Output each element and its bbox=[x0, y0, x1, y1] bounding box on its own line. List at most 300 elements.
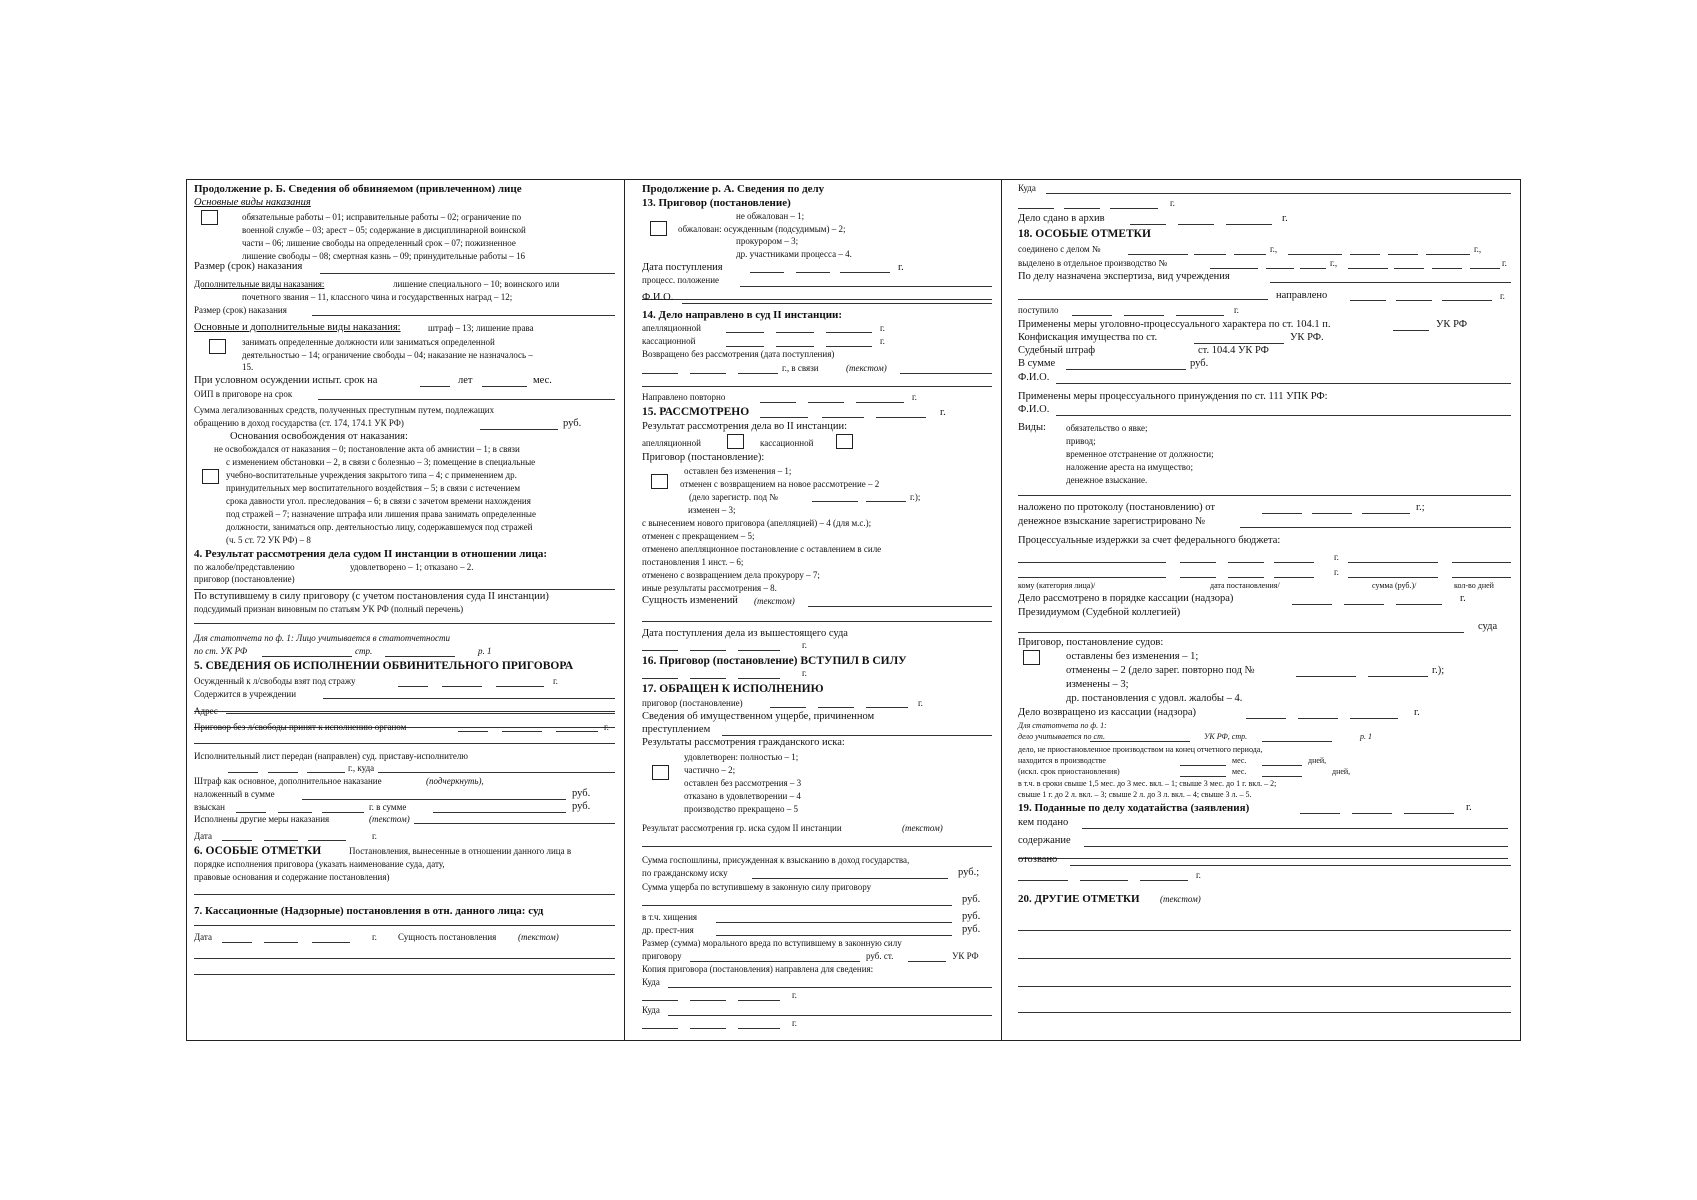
kuda-label: Куда bbox=[642, 1005, 660, 1015]
year-suffix: г. bbox=[1414, 707, 1420, 718]
date-field[interactable] bbox=[1194, 254, 1226, 255]
section-20-note: (текстом) bbox=[1160, 894, 1201, 904]
date-field[interactable] bbox=[1470, 268, 1500, 269]
middle-title: Продолжение р. А. Сведения по делу bbox=[642, 183, 825, 195]
stat-note: по ст. УК РФ bbox=[194, 646, 248, 656]
year-suffix: г. bbox=[1466, 802, 1472, 813]
other-crime-field[interactable] bbox=[716, 935, 952, 936]
date-field[interactable] bbox=[738, 1028, 780, 1029]
date-field[interactable] bbox=[1140, 880, 1188, 881]
measures-label: УК РФ bbox=[1436, 319, 1468, 330]
costs-field[interactable] bbox=[1018, 562, 1166, 563]
date-field[interactable] bbox=[1350, 254, 1380, 255]
date-field[interactable] bbox=[268, 772, 298, 773]
date-field[interactable] bbox=[458, 731, 488, 732]
reason-field[interactable] bbox=[900, 373, 992, 374]
date-field[interactable] bbox=[398, 686, 428, 687]
institution-field[interactable] bbox=[323, 698, 615, 699]
section-6-text: Постановления, вынесенные в отношении данного лица в bbox=[349, 846, 572, 856]
date-field[interactable] bbox=[1292, 604, 1332, 605]
joined-label: соединено с делом № bbox=[1018, 244, 1101, 254]
section-7-field[interactable] bbox=[194, 974, 615, 975]
verdict-item: отменены – 2 (дело зарег. повторно под № bbox=[1066, 665, 1255, 676]
expert-field[interactable] bbox=[1270, 282, 1511, 283]
duty-field[interactable] bbox=[752, 878, 948, 879]
section-14-text: Возвращено без рассмотрения (дата поступления) bbox=[642, 349, 835, 359]
date-field[interactable] bbox=[690, 678, 726, 679]
verdict-checkbox[interactable] bbox=[1023, 650, 1040, 665]
date-field[interactable] bbox=[760, 417, 808, 418]
main-add-heading: Основные и дополнительные виды наказания: bbox=[194, 322, 401, 333]
moral-label: УК РФ bbox=[952, 951, 979, 961]
basic-kinds-checkbox[interactable] bbox=[201, 210, 218, 225]
date-field[interactable] bbox=[1262, 513, 1302, 514]
date-field[interactable] bbox=[866, 707, 908, 708]
date-field[interactable] bbox=[312, 942, 350, 943]
rub-unit: руб. bbox=[572, 801, 591, 812]
date-field[interactable] bbox=[642, 650, 678, 651]
date-field[interactable] bbox=[738, 650, 780, 651]
date-field[interactable] bbox=[1432, 268, 1462, 269]
date-field[interactable] bbox=[808, 402, 844, 403]
fio-label: Ф.И.О. bbox=[1018, 372, 1050, 383]
verdict-item: изменены – 3; bbox=[1066, 679, 1129, 690]
stat-line-field[interactable] bbox=[385, 656, 455, 657]
case-number-field[interactable] bbox=[866, 501, 906, 502]
fine-label: Исполнены другие меры наказания bbox=[194, 814, 330, 824]
case-number-field[interactable] bbox=[1210, 268, 1258, 269]
section-15-text: (дело зарегистр. под № bbox=[689, 492, 778, 502]
organ-field[interactable] bbox=[194, 743, 615, 744]
date-field[interactable] bbox=[1388, 254, 1418, 255]
case-number-field[interactable] bbox=[1288, 254, 1342, 255]
date-field[interactable] bbox=[1312, 513, 1352, 514]
fio-label: Ф.И.О. bbox=[1018, 404, 1050, 415]
term-field[interactable] bbox=[320, 273, 615, 274]
section-13-checkbox[interactable] bbox=[650, 221, 667, 236]
date-field[interactable] bbox=[1266, 268, 1294, 269]
date-field[interactable] bbox=[236, 812, 266, 813]
section-4-text: по жалобе/представлению bbox=[194, 562, 295, 572]
release-text: срока давности угол. преследования – 6; в связи с зачетом времени нахождения bbox=[226, 496, 531, 506]
date-field[interactable] bbox=[1394, 268, 1424, 269]
section-13-text: прокурором – 3; bbox=[736, 236, 799, 246]
add-kinds-text: лишение специального – 10; воинского или bbox=[393, 279, 560, 289]
stat-article-field[interactable] bbox=[1090, 741, 1190, 742]
legal-label: обращению в доход государства (ст. 174, 174.1 УК РФ) bbox=[194, 418, 404, 428]
date-field[interactable] bbox=[822, 417, 864, 418]
release-heading: Основания освобождения от наказания: bbox=[230, 431, 408, 442]
date-field[interactable] bbox=[1396, 604, 1442, 605]
days-field[interactable] bbox=[1262, 776, 1302, 777]
date-field[interactable] bbox=[840, 272, 890, 273]
section-15-text: Результат рассмотрения дела во II инстанции: bbox=[642, 421, 848, 432]
verdict-item: оставлены без изменения – 1; bbox=[1066, 651, 1199, 662]
costs-field[interactable] bbox=[1452, 562, 1511, 563]
verdict-item: др. постановления с удовл. жалобы – 4. bbox=[1066, 693, 1243, 704]
date-field[interactable] bbox=[738, 1000, 780, 1001]
essence-label: Сущность постановления bbox=[398, 932, 497, 942]
date-field[interactable] bbox=[1178, 224, 1214, 225]
date-field[interactable] bbox=[1176, 315, 1224, 316]
section-5-text: Осужденный к л/свободы взят под стражу bbox=[194, 676, 356, 686]
date-field[interactable] bbox=[690, 373, 726, 374]
release-text: принудительных мер воспитательного воздействия – 5; в связи с истечением bbox=[226, 483, 521, 493]
date-field[interactable] bbox=[1426, 254, 1470, 255]
content-label: содержание bbox=[1018, 835, 1071, 846]
date-field[interactable] bbox=[1442, 300, 1492, 301]
days-field[interactable] bbox=[1262, 765, 1302, 766]
content-field[interactable] bbox=[1084, 846, 1508, 847]
date-field[interactable] bbox=[264, 942, 298, 943]
appeal-checkbox[interactable] bbox=[727, 434, 744, 449]
oip-field[interactable] bbox=[318, 399, 615, 400]
kinds-item: временное отстранение от должности; bbox=[1066, 449, 1214, 459]
costs-field[interactable] bbox=[1180, 577, 1216, 578]
costs-field[interactable] bbox=[1228, 577, 1264, 578]
date-field[interactable] bbox=[1124, 315, 1164, 316]
date-field[interactable] bbox=[690, 1000, 726, 1001]
main-add-text: 15. bbox=[242, 362, 254, 372]
year-suffix: г. bbox=[1234, 305, 1239, 315]
costs-field[interactable] bbox=[1348, 562, 1438, 563]
theft-field[interactable] bbox=[716, 922, 952, 923]
court-field[interactable] bbox=[1018, 632, 1464, 633]
legal-sum-field[interactable] bbox=[480, 429, 558, 430]
section-17-text: преступлением bbox=[642, 724, 711, 735]
section-15-text: постановления 1 инст. – 6; bbox=[642, 557, 744, 567]
claim-result-checkbox[interactable] bbox=[652, 765, 669, 780]
date-field[interactable] bbox=[726, 332, 764, 333]
date-field[interactable] bbox=[876, 417, 926, 418]
section-6-field[interactable] bbox=[194, 894, 615, 895]
date-field[interactable] bbox=[228, 772, 258, 773]
year-suffix: г. bbox=[880, 323, 885, 333]
date-field[interactable] bbox=[796, 272, 830, 273]
date-field[interactable] bbox=[1064, 208, 1100, 209]
costs-field[interactable] bbox=[1228, 562, 1264, 563]
money-label: денежное взыскание зарегистрировано № bbox=[1018, 516, 1206, 527]
date-field[interactable] bbox=[1110, 208, 1158, 209]
date-field[interactable] bbox=[1226, 224, 1272, 225]
court-suffix: суда bbox=[1478, 621, 1498, 632]
section-14-note: (текстом) bbox=[846, 363, 887, 373]
rub-unit: руб. bbox=[962, 924, 981, 935]
section-7-field[interactable] bbox=[194, 958, 615, 959]
confisc-label: УК РФ. bbox=[1290, 332, 1324, 343]
basic-kinds-heading: Основные виды наказания bbox=[194, 197, 311, 208]
date-field[interactable] bbox=[826, 332, 872, 333]
section-13-text: др. участниками процесса – 4. bbox=[736, 249, 852, 259]
date-field[interactable] bbox=[1130, 224, 1166, 225]
section-14-text: г., в связи bbox=[782, 363, 819, 373]
date-field[interactable] bbox=[1350, 300, 1386, 301]
content-field[interactable] bbox=[1018, 858, 1508, 859]
kuda-field[interactable] bbox=[668, 987, 992, 988]
date-field[interactable] bbox=[1080, 880, 1128, 881]
verdict-label: Приговор, постановление судов: bbox=[1018, 637, 1164, 648]
section-4-text: По вступившему в силу приговору (с учетом постановления суда II инстанции) bbox=[194, 591, 549, 602]
date-field[interactable] bbox=[818, 707, 854, 708]
kinds-field[interactable] bbox=[1018, 495, 1511, 496]
received-label: Дата поступления bbox=[642, 262, 723, 273]
case-number-field[interactable] bbox=[1368, 676, 1428, 677]
measures-label: Применены меры уголовно-процессуального характера по ст. 104.1 п. bbox=[1018, 319, 1331, 330]
sent-label: направлено bbox=[1276, 290, 1328, 301]
section-15-text: отменен с прекращением – 5; bbox=[642, 531, 755, 541]
higher-court-label: Дата поступления дела из вышестоящего суда bbox=[642, 628, 848, 639]
date-field[interactable] bbox=[726, 346, 764, 347]
date-field[interactable] bbox=[1246, 718, 1286, 719]
column-divider-left bbox=[624, 179, 625, 1041]
expert-field[interactable] bbox=[1018, 299, 1268, 300]
changes-field[interactable] bbox=[808, 606, 992, 607]
moral-field[interactable] bbox=[690, 961, 860, 962]
confisc-field[interactable] bbox=[1194, 343, 1284, 344]
date-field[interactable] bbox=[1300, 268, 1326, 269]
section-4-field[interactable] bbox=[194, 623, 615, 624]
section-15-text: Сущность изменений bbox=[642, 595, 738, 606]
damage-field[interactable] bbox=[642, 905, 952, 906]
date-field[interactable] bbox=[502, 731, 542, 732]
moral-label: руб. ст. bbox=[866, 951, 894, 961]
year-suffix: г. bbox=[372, 932, 377, 942]
costs-field[interactable] bbox=[1274, 562, 1314, 563]
stat-article-field[interactable] bbox=[262, 656, 352, 657]
section-13-text: не обжалован – 1; bbox=[736, 211, 805, 221]
date-field[interactable] bbox=[1352, 813, 1392, 814]
year-suffix: г. bbox=[792, 1018, 797, 1028]
release-text: должности, заниматься опр. деятельностью лицу, содержавшемуся под стражей bbox=[226, 522, 533, 532]
case-number-field[interactable] bbox=[812, 501, 858, 502]
money-field[interactable] bbox=[1240, 527, 1511, 528]
date-field[interactable] bbox=[1344, 604, 1384, 605]
date-field[interactable] bbox=[264, 840, 298, 841]
section-4-field[interactable] bbox=[194, 589, 615, 590]
changes-field[interactable] bbox=[642, 621, 992, 622]
section-17-text: Сведения об имущественном ущербе, причиненном bbox=[642, 711, 875, 722]
stat-line-field[interactable] bbox=[1262, 741, 1332, 742]
fio-field[interactable] bbox=[1056, 383, 1511, 384]
section-4-text: подсудимый признан виновным по статьям УК РФ (полный перечень) bbox=[194, 604, 464, 614]
date-field[interactable] bbox=[690, 650, 726, 651]
costs-field[interactable] bbox=[1452, 577, 1511, 578]
other-measures-field[interactable] bbox=[414, 823, 615, 824]
year-suffix: г., bbox=[1270, 244, 1278, 254]
section-15-text: апелляционной bbox=[642, 438, 701, 448]
date-field[interactable] bbox=[278, 812, 312, 813]
institution-field[interactable] bbox=[194, 711, 615, 712]
pending-note: мес. bbox=[1232, 767, 1247, 776]
section-17-text: производство прекращено – 5 bbox=[684, 804, 798, 814]
rub-unit: руб. bbox=[572, 788, 591, 799]
stat-note: стр. bbox=[355, 646, 373, 656]
costs-field[interactable] bbox=[1180, 562, 1216, 563]
date-field[interactable] bbox=[856, 402, 904, 403]
release-checkbox[interactable] bbox=[202, 469, 219, 484]
date-field[interactable] bbox=[826, 346, 872, 347]
date-field[interactable] bbox=[738, 373, 778, 374]
result-checkbox[interactable] bbox=[651, 474, 668, 489]
date-field[interactable] bbox=[442, 686, 482, 687]
date-field[interactable] bbox=[1350, 718, 1398, 719]
kuda-field[interactable] bbox=[378, 772, 615, 773]
date-field[interactable] bbox=[760, 402, 796, 403]
section-14-title: 14. Дело направлено в суд II инстанции: bbox=[642, 309, 843, 321]
date-field[interactable] bbox=[1300, 813, 1340, 814]
probation-years-field[interactable] bbox=[420, 386, 450, 387]
who-field[interactable] bbox=[1082, 828, 1508, 829]
date-field[interactable] bbox=[1234, 254, 1266, 255]
address-field[interactable] bbox=[226, 713, 615, 714]
date-field[interactable] bbox=[496, 686, 544, 687]
year-suffix: г. bbox=[940, 407, 946, 418]
rub-unit: руб. bbox=[1190, 358, 1209, 369]
reason-field[interactable] bbox=[642, 386, 992, 387]
pending-note: находится в производстве bbox=[1018, 756, 1106, 765]
section-15-text: оставлен без изменения – 1; bbox=[684, 466, 792, 476]
rub-unit: руб. bbox=[563, 418, 582, 429]
damage-label: Сумма ущерба по вступившему в законную силу приговору bbox=[642, 882, 872, 892]
essence-label-note: (текстом) bbox=[518, 932, 559, 942]
date-field[interactable] bbox=[556, 731, 598, 732]
section-15-text: г.); bbox=[910, 492, 921, 502]
date-field[interactable] bbox=[308, 840, 346, 841]
section-5-text: Приговор без л/свободы принят к исполнению органом bbox=[194, 722, 407, 732]
copy-label: Копия приговора (постановления) направлена для сведения: bbox=[642, 964, 874, 974]
proc-field[interactable] bbox=[740, 286, 992, 287]
kuda-label: Куда bbox=[642, 977, 660, 987]
date-field[interactable] bbox=[1018, 880, 1068, 881]
date-field[interactable] bbox=[1362, 513, 1410, 514]
date-field[interactable] bbox=[750, 272, 784, 273]
fio-field[interactable] bbox=[682, 303, 992, 304]
oip-label: ОИП в приговоре на срок bbox=[194, 389, 293, 399]
recalled-field[interactable] bbox=[1070, 865, 1511, 866]
date-field[interactable] bbox=[1298, 718, 1338, 719]
other-notes-field[interactable] bbox=[1018, 986, 1511, 987]
date-field[interactable] bbox=[322, 812, 364, 813]
costs-column-header: дата постановления/ bbox=[1210, 581, 1280, 590]
case-number-field[interactable] bbox=[1128, 254, 1188, 255]
probation-months-unit: мес. bbox=[533, 375, 552, 386]
section-7-title: 7. Кассационные (Надзорные) постановления в отн. данного лица: суд bbox=[194, 905, 544, 917]
cassation-checkbox[interactable] bbox=[836, 434, 853, 449]
stat-note: Для статотчета по ф. 1: bbox=[1018, 721, 1107, 730]
section-15-text: отменено апелляционное постановление с оставлением в силе bbox=[642, 544, 882, 554]
months-field[interactable] bbox=[1180, 765, 1226, 766]
date-field[interactable] bbox=[690, 1028, 726, 1029]
case-number-field[interactable] bbox=[1348, 268, 1388, 269]
basic-kinds-text: части – 06; лишение свободы на определенный срок – 07; пожизненное bbox=[242, 238, 516, 248]
kuda-field[interactable] bbox=[668, 1015, 992, 1016]
section-14-text: апелляционной bbox=[642, 323, 701, 333]
date-field[interactable] bbox=[1018, 208, 1054, 209]
fine-sum-field[interactable] bbox=[433, 812, 566, 813]
kuda-label: Куда bbox=[1018, 183, 1036, 193]
date-field[interactable] bbox=[222, 942, 252, 943]
other-crime-label: др. прест-ния bbox=[642, 925, 694, 935]
measures-field[interactable] bbox=[1393, 330, 1429, 331]
year-suffix: г. bbox=[372, 831, 377, 841]
main-add-checkbox[interactable] bbox=[209, 339, 226, 354]
section-6-text: правовые основания и содержание постановления) bbox=[194, 872, 390, 882]
other-notes-field[interactable] bbox=[1018, 1012, 1511, 1013]
section-17-text: приговор (постановление) bbox=[642, 698, 743, 708]
costs-field[interactable] bbox=[1018, 577, 1166, 578]
date-field[interactable] bbox=[776, 332, 814, 333]
probation-months-field[interactable] bbox=[482, 386, 527, 387]
other-notes-field[interactable] bbox=[1018, 930, 1511, 931]
costs-field[interactable] bbox=[1348, 577, 1438, 578]
fio-field[interactable] bbox=[1056, 415, 1511, 416]
date-label: Дата bbox=[194, 831, 212, 841]
date-field[interactable] bbox=[1072, 315, 1112, 316]
duty-label: Сумма госпошлины, присужденная к взысканию в доход государства, bbox=[642, 855, 910, 865]
date-field[interactable] bbox=[642, 1028, 678, 1029]
again-label: Направлено повторно bbox=[642, 392, 726, 402]
moral-article-field[interactable] bbox=[908, 961, 946, 962]
fine-label: Штраф как основное, дополнительное наказание bbox=[194, 776, 382, 786]
protocol-label: наложено по протоколу (постановлению) от bbox=[1018, 502, 1215, 513]
main-add-text: деятельностью – 14; ограничение свободы – 04; наказание не назначалось – bbox=[242, 350, 533, 360]
date-field[interactable] bbox=[770, 707, 806, 708]
case-number-field[interactable] bbox=[1296, 676, 1356, 677]
damage-info-field[interactable] bbox=[722, 735, 992, 736]
term-label: Размер (срок) наказания bbox=[194, 261, 303, 272]
date-field[interactable] bbox=[642, 678, 678, 679]
rub-unit: руб. bbox=[962, 911, 981, 922]
section-17-text: отказано в удовлетворении – 4 bbox=[684, 791, 801, 801]
section-16-title: 16. Приговор (постановление) ВСТУПИЛ В СИЛУ bbox=[642, 655, 907, 667]
court-field[interactable] bbox=[194, 925, 615, 926]
kinds-label: Виды: bbox=[1018, 422, 1046, 433]
date-field[interactable] bbox=[642, 373, 678, 374]
kuda-field[interactable] bbox=[1046, 193, 1511, 194]
section-15-text: кассационной bbox=[760, 438, 814, 448]
left-title: Продолжение р. Б. Сведения об обвиняемом (привлеченном) лице bbox=[194, 183, 522, 195]
fine-sum-field[interactable] bbox=[302, 799, 566, 800]
date-field[interactable] bbox=[776, 346, 814, 347]
date-field[interactable] bbox=[307, 772, 345, 773]
year-suffix: г. bbox=[880, 336, 885, 346]
recalled-label: отозвано bbox=[1018, 854, 1058, 865]
section-15-text: отменен с возвращением на новое рассмотрение – 2 bbox=[680, 479, 880, 489]
other-notes-field[interactable] bbox=[1018, 958, 1511, 959]
release-text: с изменением обстановки – 2, в связи с болезнью – 3; помещение в специальные bbox=[226, 457, 536, 467]
date-field[interactable] bbox=[1396, 300, 1432, 301]
costs-field[interactable] bbox=[1274, 577, 1314, 578]
year-suffix: г. bbox=[912, 392, 917, 402]
sum-field[interactable] bbox=[1066, 369, 1186, 370]
stat-note: Для статотчета по ф. 1: Лицо учитывается в статотчетности bbox=[194, 633, 450, 643]
months-field[interactable] bbox=[1180, 776, 1226, 777]
claim-appeal-field[interactable] bbox=[642, 846, 992, 847]
date-field[interactable] bbox=[1404, 813, 1454, 814]
proc-label: процесс. положение bbox=[642, 275, 720, 285]
section-4-text: приговор (постановление) bbox=[194, 574, 295, 584]
term-label: Размер (срок) наказания bbox=[194, 305, 287, 315]
date-field[interactable] bbox=[642, 1000, 678, 1001]
fine-label: наложенный в сумме bbox=[194, 789, 275, 799]
basic-kinds-text: лишение свободы – 08; смертная казнь – 09; принудительные работы – 16 bbox=[242, 251, 525, 261]
date-field[interactable] bbox=[222, 840, 252, 841]
year-suffix: г. bbox=[1196, 870, 1201, 880]
section-4-text: удовлетворено – 1; отказано – 2. bbox=[350, 562, 474, 572]
term-field[interactable] bbox=[312, 315, 615, 316]
proc-field[interactable] bbox=[642, 299, 992, 300]
date-field[interactable] bbox=[738, 678, 780, 679]
